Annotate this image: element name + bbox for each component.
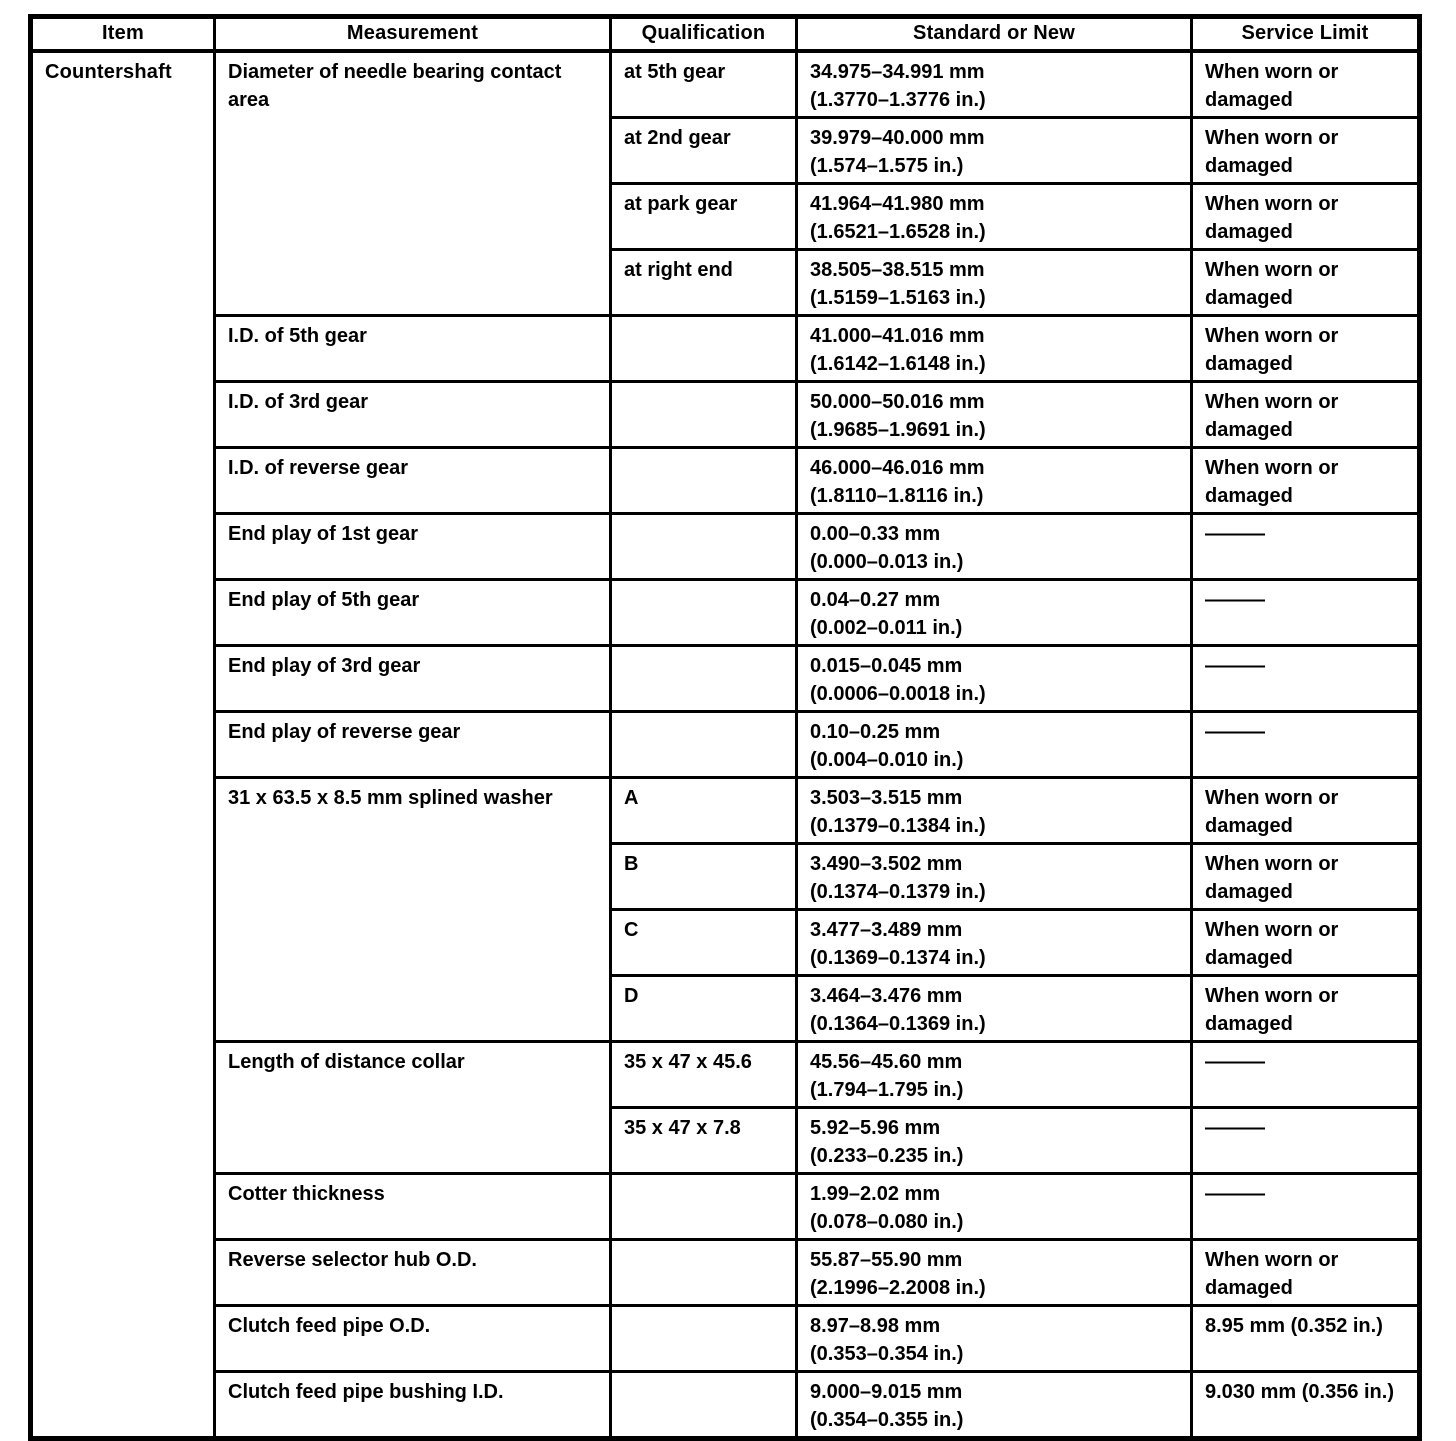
standard-cell bbox=[797, 1371, 1192, 1438]
standard-in: (0.1379–0.1384 in.) bbox=[810, 814, 986, 837]
standard-in: (1.9685–1.9691 in.) bbox=[810, 418, 986, 441]
standard-mm: 3.503–3.515 mm bbox=[810, 786, 963, 809]
service-limit-cell bbox=[1192, 513, 1420, 579]
service-limit-cell bbox=[1192, 1305, 1420, 1371]
qualification-cell: C bbox=[611, 909, 797, 975]
measurement-cell bbox=[215, 315, 611, 381]
measurement-cell bbox=[215, 513, 611, 579]
header-service-limit: Service Limit bbox=[1192, 17, 1420, 51]
measurement-cell bbox=[215, 381, 611, 447]
qualification-cell bbox=[611, 645, 797, 711]
standard-in: (0.002–0.011 in.) bbox=[810, 616, 963, 639]
standard-cell bbox=[797, 579, 1192, 645]
standard-cell bbox=[797, 645, 1192, 711]
qualification-cell: at park gear bbox=[611, 183, 797, 249]
qualification-cell bbox=[611, 381, 797, 447]
standard-cell bbox=[797, 315, 1192, 381]
standard-cell bbox=[797, 777, 1192, 843]
measurement-cell bbox=[215, 645, 611, 711]
service-limit-cell bbox=[1192, 1041, 1420, 1107]
service-limit-line: When worn or bbox=[1205, 390, 1339, 413]
qualification-cell: at 5th gear bbox=[611, 51, 797, 118]
standard-cell bbox=[797, 447, 1192, 513]
standard-mm: 41.964–41.980 mm bbox=[810, 192, 985, 215]
standard-cell bbox=[797, 381, 1192, 447]
table-row bbox=[31, 1371, 1420, 1438]
standard-mm: 5.92–5.96 mm bbox=[810, 1116, 941, 1139]
measurement-cell bbox=[215, 1173, 611, 1239]
service-limit-line: When worn or bbox=[1205, 258, 1339, 281]
standard-mm: 3.477–3.489 mm bbox=[810, 918, 963, 941]
service-limit-cell bbox=[1192, 711, 1420, 777]
standard-in: (1.6521–1.6528 in.) bbox=[810, 220, 986, 243]
service-limit-cell bbox=[1192, 249, 1420, 315]
standard-mm: 39.979–40.000 mm bbox=[810, 126, 985, 149]
service-limit-line: 8.95 mm (0.352 in.) bbox=[1205, 1314, 1383, 1337]
service-limit-cell bbox=[1192, 447, 1420, 513]
standard-in: (0.004–0.010 in.) bbox=[810, 748, 964, 771]
service-limit-dash: ——— bbox=[1205, 522, 1265, 545]
service-limit-line: When worn or bbox=[1205, 852, 1339, 875]
standard-mm: 41.000–41.016 mm bbox=[810, 324, 985, 347]
service-limit-line: damaged bbox=[1205, 1012, 1293, 1035]
standard-mm: 0.015–0.045 mm bbox=[810, 654, 963, 677]
table-row bbox=[31, 645, 1420, 711]
table-row bbox=[31, 1239, 1420, 1305]
table-row bbox=[31, 1173, 1420, 1239]
standard-cell bbox=[797, 51, 1192, 118]
qualification-cell: at 2nd gear bbox=[611, 117, 797, 183]
measurement-line: Cotter thickness bbox=[228, 1182, 385, 1205]
table-row bbox=[31, 1305, 1420, 1371]
measurement-cell bbox=[215, 777, 611, 1041]
standard-cell bbox=[797, 975, 1192, 1041]
standard-in: (0.000–0.013 in.) bbox=[810, 550, 964, 573]
standard-in: (0.0006–0.0018 in.) bbox=[810, 682, 986, 705]
service-limit-dash: ——— bbox=[1205, 1116, 1265, 1139]
standard-mm: 38.505–38.515 mm bbox=[810, 258, 985, 281]
service-limit-cell bbox=[1192, 51, 1420, 118]
service-limit-line: When worn or bbox=[1205, 324, 1339, 347]
qualification-cell: B bbox=[611, 843, 797, 909]
measurement-cell bbox=[215, 51, 611, 316]
standard-in: (1.794–1.795 in.) bbox=[810, 1078, 964, 1101]
standard-in: (0.1369–0.1374 in.) bbox=[810, 946, 986, 969]
service-limit-line: damaged bbox=[1205, 946, 1293, 969]
service-limit-line: When worn or bbox=[1205, 1248, 1339, 1271]
measurement-line: I.D. of 5th gear bbox=[228, 324, 367, 347]
service-limit-line: damaged bbox=[1205, 1276, 1293, 1299]
standard-in: (0.233–0.235 in.) bbox=[810, 1144, 964, 1167]
standard-mm: 55.87–55.90 mm bbox=[810, 1248, 963, 1271]
measurement-line: Clutch feed pipe bushing I.D. bbox=[228, 1380, 504, 1403]
table-row bbox=[31, 51, 1420, 118]
qualification-cell bbox=[611, 579, 797, 645]
measurement-cell bbox=[215, 1041, 611, 1173]
standard-cell bbox=[797, 1305, 1192, 1371]
service-limit-cell bbox=[1192, 909, 1420, 975]
header-standard-or-new: Standard or New bbox=[797, 17, 1192, 51]
standard-cell bbox=[797, 117, 1192, 183]
qualification-cell: at right end bbox=[611, 249, 797, 315]
service-limit-cell bbox=[1192, 975, 1420, 1041]
standard-mm: 45.56–45.60 mm bbox=[810, 1050, 963, 1073]
table-row bbox=[31, 447, 1420, 513]
standard-mm: 8.97–8.98 mm bbox=[810, 1314, 941, 1337]
service-limit-line: 9.030 mm (0.356 in.) bbox=[1205, 1380, 1394, 1403]
service-limit-line: When worn or bbox=[1205, 786, 1339, 809]
service-limit-line: damaged bbox=[1205, 286, 1293, 309]
measurement-cell bbox=[215, 1239, 611, 1305]
item-label: Countershaft bbox=[45, 60, 172, 83]
measurement-line: Length of distance collar bbox=[228, 1050, 465, 1073]
service-limit-dash: ——— bbox=[1205, 654, 1265, 677]
standard-in: (1.5159–1.5163 in.) bbox=[810, 286, 986, 309]
standard-in: (0.078–0.080 in.) bbox=[810, 1210, 964, 1233]
service-limit-line: When worn or bbox=[1205, 918, 1339, 941]
service-limit-dash: ——— bbox=[1205, 1182, 1265, 1205]
standard-cell bbox=[797, 1239, 1192, 1305]
service-limit-cell bbox=[1192, 117, 1420, 183]
qualification-cell: 35 x 47 x 7.8 bbox=[611, 1107, 797, 1173]
measurement-line: I.D. of 3rd gear bbox=[228, 390, 369, 413]
table-row bbox=[31, 315, 1420, 381]
qualification-cell bbox=[611, 1173, 797, 1239]
measurement-cell bbox=[215, 447, 611, 513]
countershaft-spec-table bbox=[28, 14, 1422, 1441]
header-item: Item bbox=[31, 17, 215, 51]
standard-mm: 50.000–50.016 mm bbox=[810, 390, 985, 413]
service-limit-line: damaged bbox=[1205, 352, 1293, 375]
standard-mm: 34.975–34.991 mm bbox=[810, 60, 985, 83]
qualification-cell bbox=[611, 711, 797, 777]
standard-mm: 0.04–0.27 mm bbox=[810, 588, 941, 611]
qualification-cell bbox=[611, 447, 797, 513]
standard-cell bbox=[797, 909, 1192, 975]
service-limit-cell bbox=[1192, 183, 1420, 249]
standard-mm: 3.464–3.476 mm bbox=[810, 984, 963, 1007]
standard-in: (1.6142–1.6148 in.) bbox=[810, 352, 986, 375]
measurement-cell bbox=[215, 1305, 611, 1371]
service-limit-cell bbox=[1192, 1107, 1420, 1173]
standard-cell bbox=[797, 249, 1192, 315]
measurement-line: Reverse selector hub O.D. bbox=[228, 1248, 477, 1271]
standard-in: (1.3770–1.3776 in.) bbox=[810, 88, 986, 111]
service-limit-line: damaged bbox=[1205, 220, 1293, 243]
qualification-cell bbox=[611, 1305, 797, 1371]
header-qualification: Qualification bbox=[611, 17, 797, 51]
measurement-line: area bbox=[228, 88, 270, 111]
measurement-line: I.D. of reverse gear bbox=[228, 456, 409, 479]
measurement-line: End play of 5th gear bbox=[228, 588, 420, 611]
qualification-cell bbox=[611, 1371, 797, 1438]
service-limit-line: When worn or bbox=[1205, 60, 1339, 83]
measurement-line: End play of 3rd gear bbox=[228, 654, 421, 677]
service-limit-cell bbox=[1192, 381, 1420, 447]
service-limit-line: When worn or bbox=[1205, 126, 1339, 149]
service-limit-line: damaged bbox=[1205, 154, 1293, 177]
standard-cell bbox=[797, 843, 1192, 909]
standard-cell bbox=[797, 711, 1192, 777]
service-limit-line: damaged bbox=[1205, 880, 1293, 903]
service-limit-line: When worn or bbox=[1205, 984, 1339, 1007]
qualification-cell bbox=[611, 315, 797, 381]
service-limit-dash: ——— bbox=[1205, 588, 1265, 611]
standard-in: (1.8110–1.8116 in.) bbox=[810, 484, 984, 507]
service-limit-cell bbox=[1192, 315, 1420, 381]
table-row bbox=[31, 513, 1420, 579]
service-limit-cell bbox=[1192, 1371, 1420, 1438]
standard-cell bbox=[797, 183, 1192, 249]
qualification-cell: D bbox=[611, 975, 797, 1041]
service-limit-line: damaged bbox=[1205, 484, 1293, 507]
header-row bbox=[31, 17, 1420, 51]
standard-in: (0.353–0.354 in.) bbox=[810, 1342, 964, 1365]
standard-mm: 46.000–46.016 mm bbox=[810, 456, 985, 479]
service-limit-cell bbox=[1192, 645, 1420, 711]
service-limit-cell bbox=[1192, 777, 1420, 843]
standard-in: (0.1364–0.1369 in.) bbox=[810, 1012, 986, 1035]
service-limit-cell bbox=[1192, 1239, 1420, 1305]
header-measurement: Measurement bbox=[215, 17, 611, 51]
service-limit-cell bbox=[1192, 843, 1420, 909]
standard-in: (0.1374–0.1379 in.) bbox=[810, 880, 986, 903]
measurement-cell bbox=[215, 579, 611, 645]
service-limit-cell bbox=[1192, 579, 1420, 645]
measurement-cell bbox=[215, 1371, 611, 1438]
standard-cell bbox=[797, 1173, 1192, 1239]
qualification-cell bbox=[611, 513, 797, 579]
service-limit-line: damaged bbox=[1205, 814, 1293, 837]
table-row bbox=[31, 777, 1420, 843]
table-row bbox=[31, 381, 1420, 447]
standard-mm: 1.99–2.02 mm bbox=[810, 1182, 941, 1205]
measurement-cell bbox=[215, 711, 611, 777]
measurement-line: End play of reverse gear bbox=[228, 720, 461, 743]
service-limit-line: When worn or bbox=[1205, 456, 1339, 479]
table-row bbox=[31, 711, 1420, 777]
measurement-line: Clutch feed pipe O.D. bbox=[228, 1314, 431, 1337]
service-limit-cell bbox=[1192, 1173, 1420, 1239]
service-limit-line: damaged bbox=[1205, 418, 1293, 441]
qualification-cell: A bbox=[611, 777, 797, 843]
standard-cell bbox=[797, 513, 1192, 579]
qualification-cell: 35 x 47 x 45.6 bbox=[611, 1041, 797, 1107]
standard-mm: 0.10–0.25 mm bbox=[810, 720, 941, 743]
service-limit-dash: ——— bbox=[1205, 1050, 1265, 1073]
measurement-line: End play of 1st gear bbox=[228, 522, 419, 545]
standard-mm: 9.000–9.015 mm bbox=[810, 1380, 963, 1403]
service-limit-dash: ——— bbox=[1205, 720, 1265, 743]
table-row bbox=[31, 1041, 1420, 1107]
standard-in: (0.354–0.355 in.) bbox=[810, 1408, 964, 1431]
standard-mm: 3.490–3.502 mm bbox=[810, 852, 963, 875]
standard-cell bbox=[797, 1041, 1192, 1107]
measurement-line: Diameter of needle bearing contact bbox=[228, 60, 562, 83]
service-limit-line: damaged bbox=[1205, 88, 1293, 111]
standard-cell bbox=[797, 1107, 1192, 1173]
standard-mm: 0.00–0.33 mm bbox=[810, 522, 941, 545]
item-cell bbox=[31, 51, 215, 1439]
service-limit-line: When worn or bbox=[1205, 192, 1339, 215]
measurement-line: 31 x 63.5 x 8.5 mm splined washer bbox=[228, 786, 553, 809]
standard-in: (2.1996–2.2008 in.) bbox=[810, 1276, 986, 1299]
table-row bbox=[31, 579, 1420, 645]
qualification-cell bbox=[611, 1239, 797, 1305]
standard-in: (1.574–1.575 in.) bbox=[810, 154, 964, 177]
